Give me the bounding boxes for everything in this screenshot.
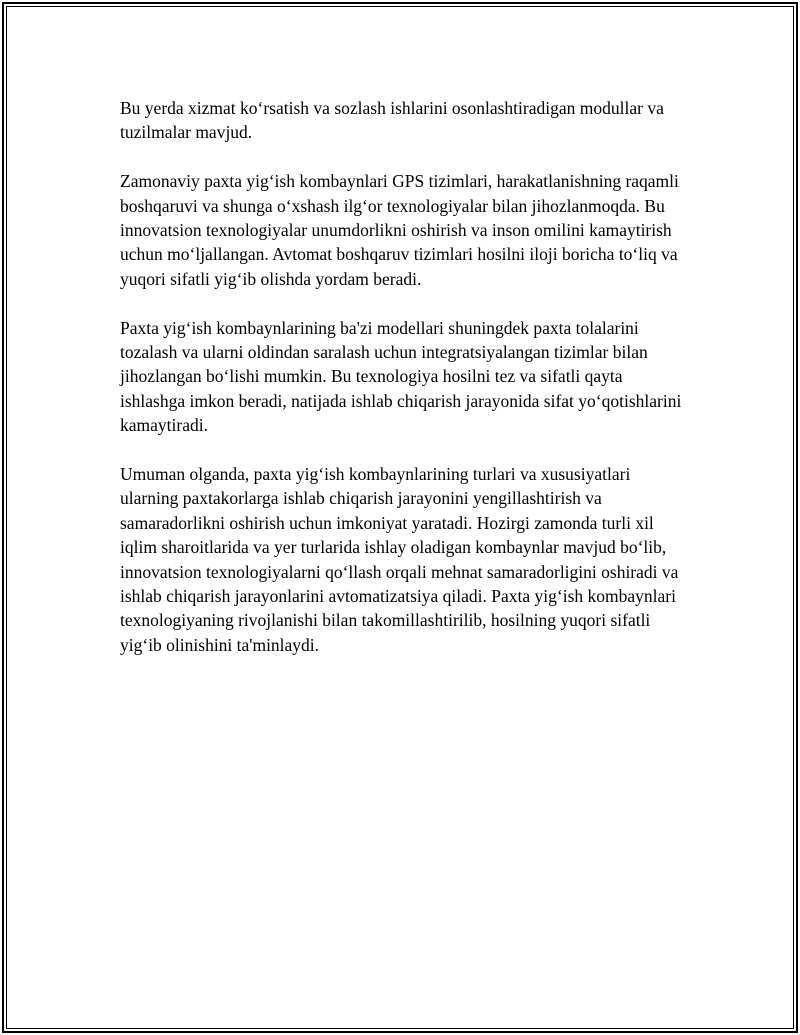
paragraph-1: Bu yerda xizmat ko‘rsatish va sozlash ishlarini osonlashtiradigan modullar va tuzilmalar mavjud. (120, 98, 664, 143)
document-body (120, 96, 692, 682)
paragraph-2: Zamonaviy paxta yig‘ish kombaynlari GPS tizimlari, harakatlanishning raqamli boshqaruvi va shunga o‘xshash ilg‘or texnologiyalar bilan jihozlanmoqda. Bu innovatsion texnologiyalar unumdorlikni oshirish va inson omilini kamaytirish uchun mo‘ljallangan. Avtomat boshqaruv tizimlari hosilni iloji boricha to‘liq va yuqori sifatli yig‘ib olishda yordam beradi. (120, 171, 679, 289)
paragraph-4: Umuman olganda, paxta yig‘ish kombaynlarining turlari va xususiyatlari ularning paxtakorlarga ishlab chiqarish jarayonini yengillashtirish va samaradorlikni oshirish uchun imkoniyat yaratadi. Hozirgi zamonda turli xil iqlim sharoitlarida va yer turlarida ishlay oladigan kombaynlar mavjud bo‘lib, innovatsion texnologiyalarni qo‘llash orqali mehnat samaradorligini oshiradi va ishlab chiqarish jarayonlarini avtomatizatsiya qiladi. Paxta yig‘ish kombaynlari texnologiyaning rivojlanishi bilan takomillashtirilib, hosilning yuqori sifatli yig‘ib olinishini ta'minlaydi. (120, 464, 679, 655)
page-border (2, 2, 798, 1033)
paragraph-3: Paxta yig‘ish kombaynlarining ba'zi modellari shuningdek paxta tolalarini tozalash va ularni oldindan saralash uchun integratsiyalangan tizimlar bilan jihozlangan bo‘lishi mumkin. Bu texnologiya hosilni tez va sifatli qayta ishlashga imkon beradi, natijada ishlab chiqarish jarayonida sifat yo‘qotishlarini kamaytiradi. (120, 317, 682, 436)
